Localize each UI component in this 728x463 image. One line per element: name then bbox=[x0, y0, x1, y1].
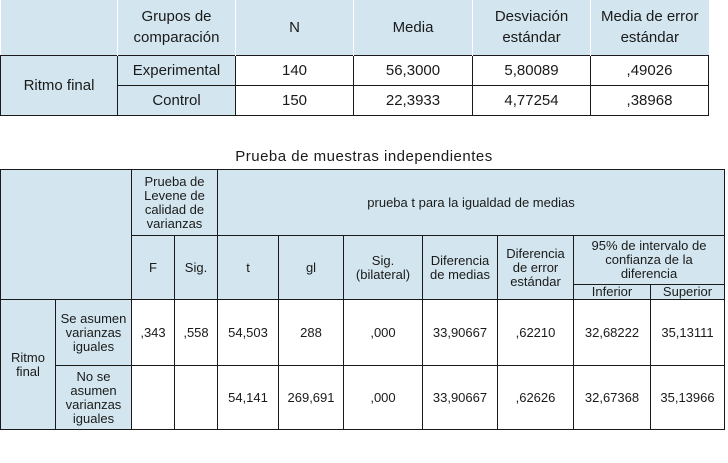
header-blank-cell bbox=[1, 0, 118, 55]
cell-n: 150 bbox=[236, 85, 354, 115]
group-statistics-table bbox=[0, 0, 709, 116]
header-superior: Superior bbox=[651, 285, 725, 300]
cell-desviacion: 5,80089 bbox=[473, 55, 591, 85]
header-diferencia-medias: Diferencia de medias bbox=[423, 236, 498, 300]
header-levene: Prueba de Levene de calidad de varianzas bbox=[132, 170, 218, 236]
header-diferencia-error: Diferencia de error estándar bbox=[498, 236, 574, 300]
independent-samples-title: Prueba de muestras independientes bbox=[235, 148, 493, 165]
cell-inferior: 32,67368 bbox=[574, 366, 651, 430]
cell-t: 54,141 bbox=[218, 366, 279, 430]
header-corner-cell bbox=[1, 170, 132, 300]
header-t-test: prueba t para la igualdad de medias bbox=[218, 170, 725, 236]
header-groups: Grupos de comparación bbox=[118, 0, 236, 55]
row-label-ritmo-final: Ritmo final bbox=[1, 300, 56, 430]
group-stats-header-row bbox=[1, 0, 709, 55]
cell-n: 140 bbox=[236, 55, 354, 85]
header-f: F bbox=[132, 236, 175, 300]
cell-diferencia-medias: 33,90667 bbox=[423, 300, 498, 366]
cell-gl: 269,691 bbox=[279, 366, 344, 430]
cell-superior: 35,13111 bbox=[651, 300, 725, 366]
header-sig: Sig. bbox=[175, 236, 218, 300]
header-row-1 bbox=[1, 170, 725, 236]
cell-diferencia-error: ,62626 bbox=[498, 366, 574, 430]
cell-diferencia-medias: 33,90667 bbox=[423, 366, 498, 430]
cell-t: 54,503 bbox=[218, 300, 279, 366]
header-intervalo-confianza: 95% de intervalo de confianza de la diferencia bbox=[574, 236, 725, 285]
row-label-unequal-variances: No se asumen varianzas iguales bbox=[56, 366, 132, 430]
header-n: N bbox=[236, 0, 354, 55]
header-gl: gl bbox=[279, 236, 344, 300]
table-row bbox=[1, 55, 709, 85]
cell-sig: ,558 bbox=[175, 300, 218, 366]
header-t: t bbox=[218, 236, 279, 300]
cell-error: ,38968 bbox=[591, 85, 709, 115]
cell-media: 56,3000 bbox=[354, 55, 473, 85]
row-label-ritmo-final: Ritmo final bbox=[1, 55, 118, 115]
cell-desviacion: 4,77254 bbox=[473, 85, 591, 115]
cell-error: ,49026 bbox=[591, 55, 709, 85]
cell-diferencia-error: ,62210 bbox=[498, 300, 574, 366]
independent-samples-test-table bbox=[0, 169, 725, 430]
group-control: Control bbox=[118, 85, 236, 115]
cell-f bbox=[132, 366, 175, 430]
cell-sig-bilateral: ,000 bbox=[344, 300, 423, 366]
group-experimental: Experimental bbox=[118, 55, 236, 85]
cell-media: 22,3933 bbox=[354, 85, 473, 115]
header-media: Media bbox=[354, 0, 473, 55]
row-label-equal-variances: Se asumen varianzas iguales bbox=[56, 300, 132, 366]
table-row bbox=[1, 366, 725, 430]
cell-f: ,343 bbox=[132, 300, 175, 366]
cell-gl: 288 bbox=[279, 300, 344, 366]
cell-superior: 35,13966 bbox=[651, 366, 725, 430]
cell-sig-bilateral: ,000 bbox=[344, 366, 423, 430]
header-inferior: Inferior bbox=[574, 285, 651, 300]
table-row bbox=[1, 300, 725, 366]
header-error-estandar: Media de error estándar bbox=[591, 0, 709, 55]
header-desviacion: Desviación estándar bbox=[473, 0, 591, 55]
cell-inferior: 32,68222 bbox=[574, 300, 651, 366]
header-sig-bilateral: Sig. (bilateral) bbox=[344, 236, 423, 300]
cell-sig bbox=[175, 366, 218, 430]
